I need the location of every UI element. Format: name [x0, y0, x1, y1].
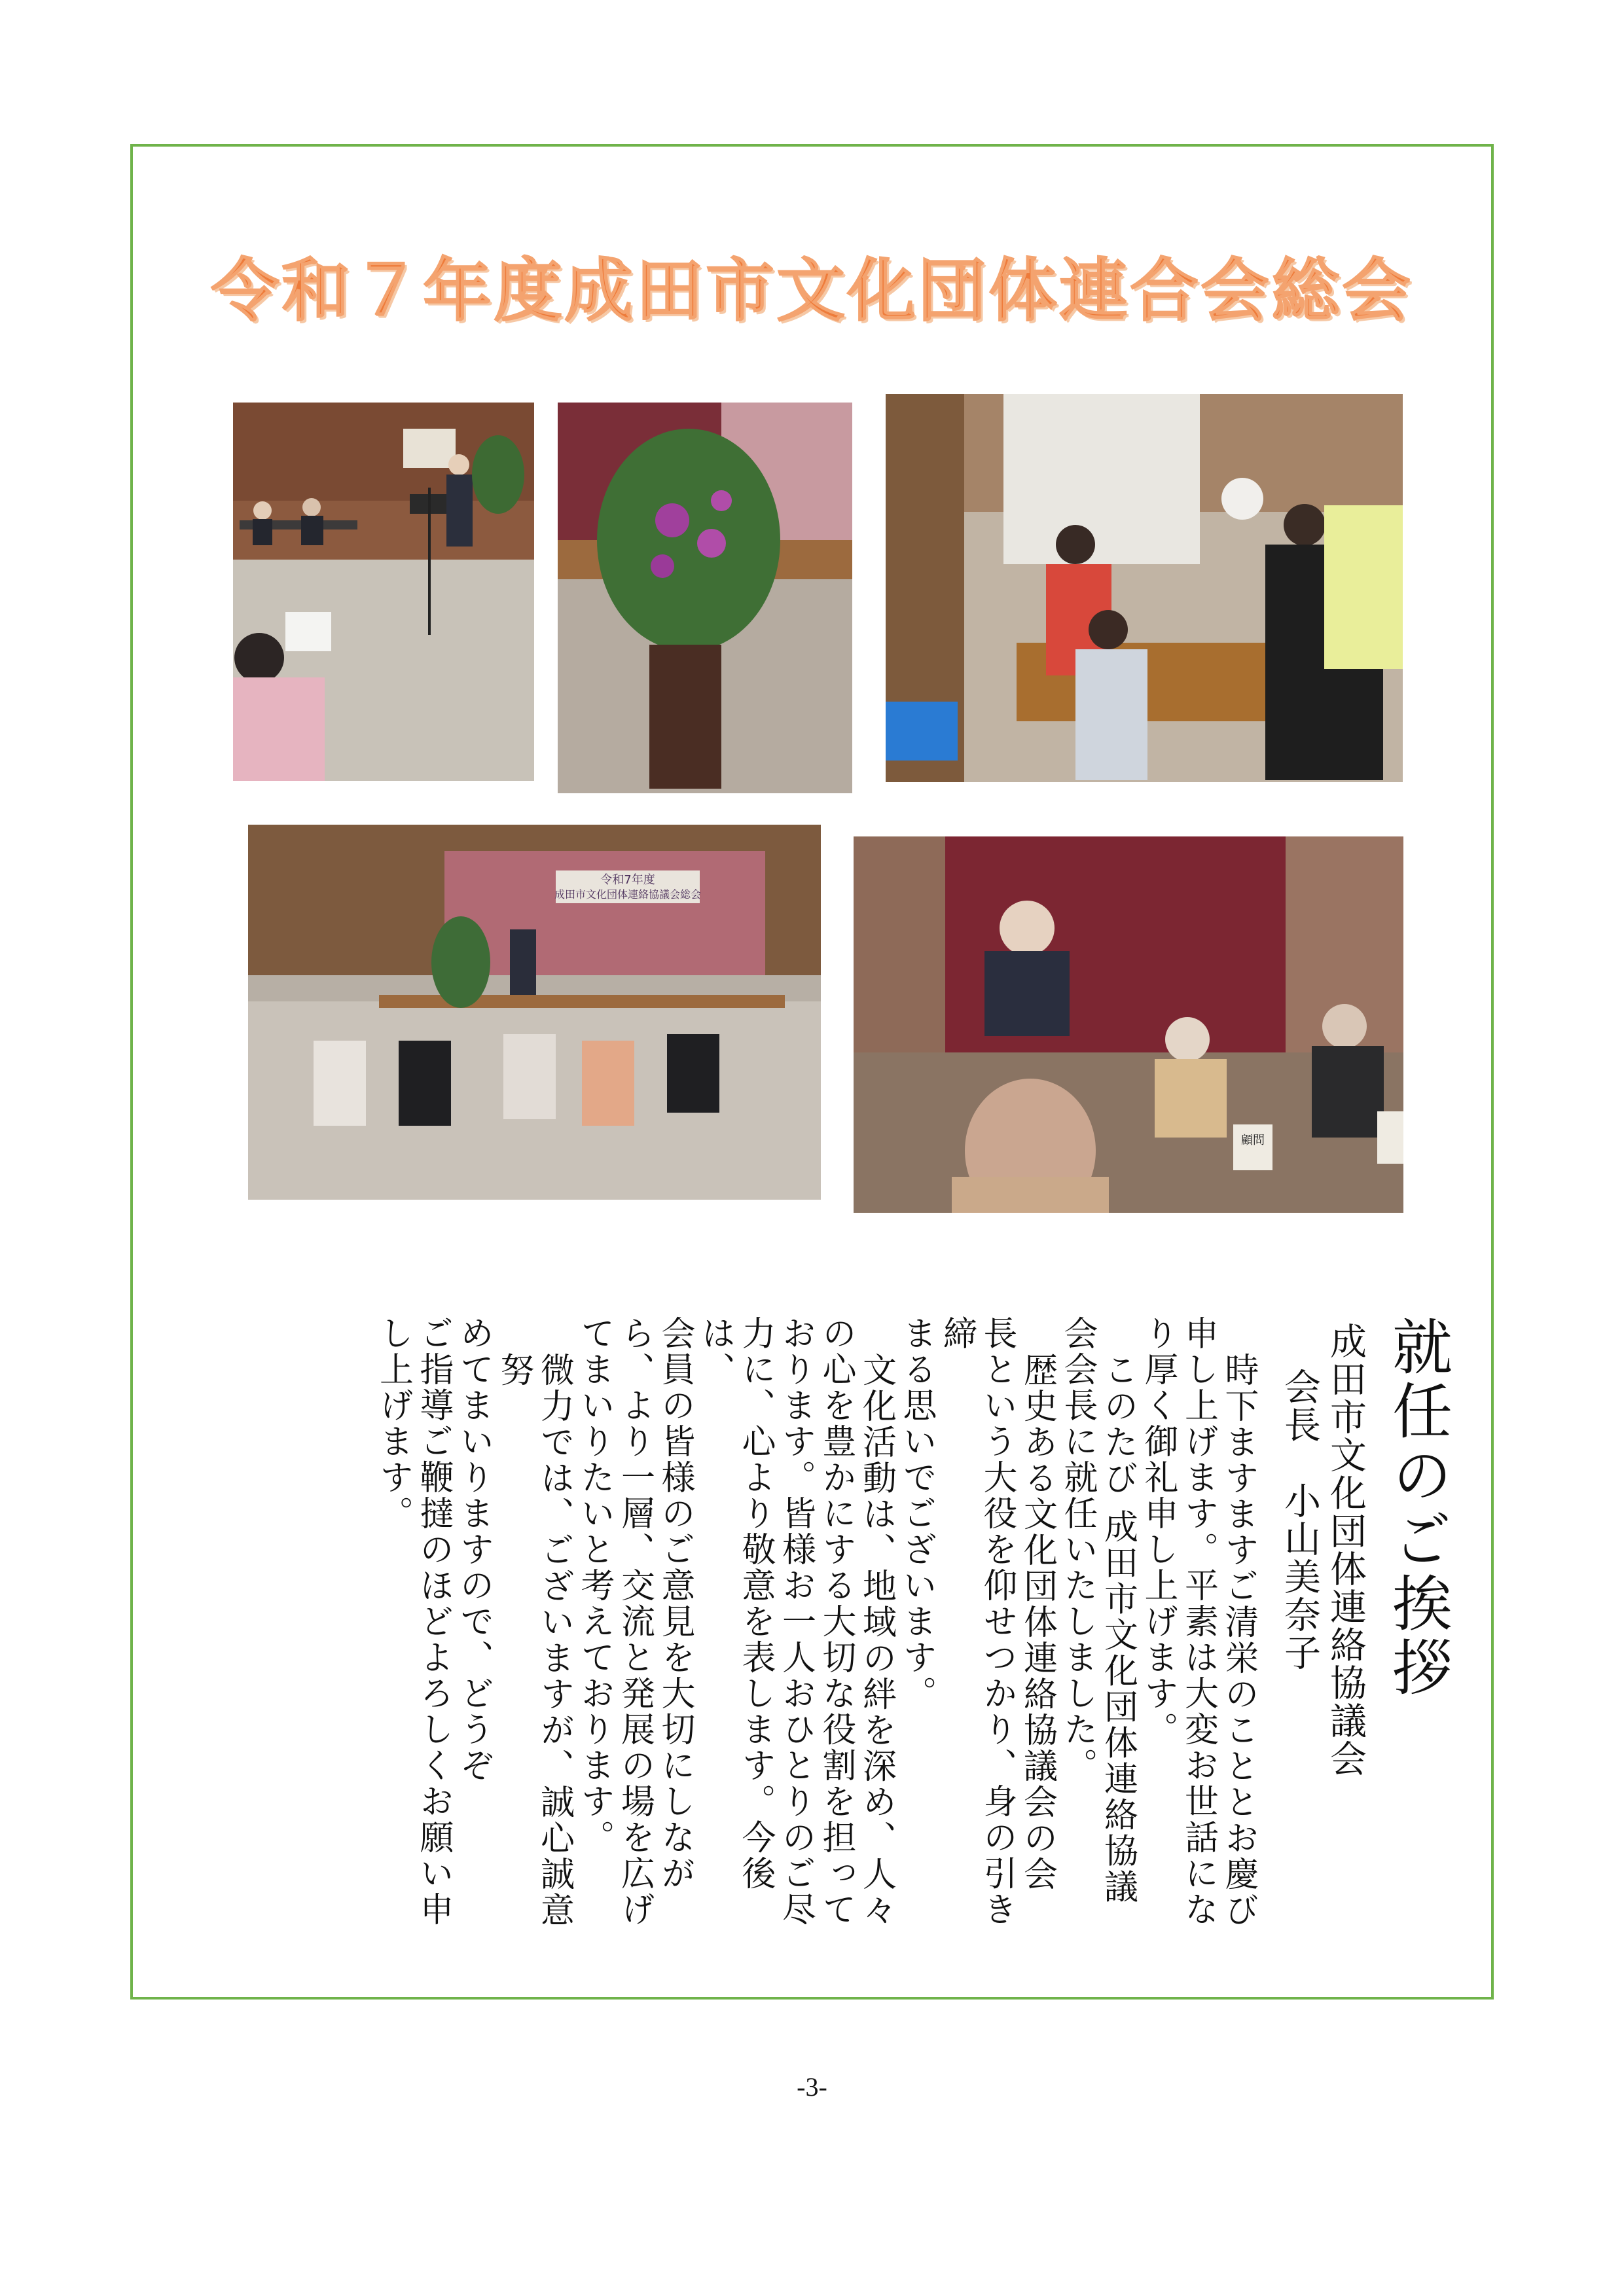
photo-podium-speaker	[233, 403, 534, 781]
page-title: 令和７年度成田市文化団体連合会総会	[211, 251, 1413, 331]
svg-text:顧問: 顧問	[1241, 1134, 1265, 1147]
greeting-line: 長という大役を仰せつかり、身の引き締	[937, 1316, 1017, 1928]
greeting-line: まる思いでございます。	[897, 1316, 936, 1712]
greeting-line: 微力では、ございますが、誠心誠意努	[494, 1352, 574, 1928]
greeting-line: このたび 成田市文化団体連絡協議	[1098, 1352, 1138, 1905]
page-number: -3-	[797, 2072, 827, 2102]
photo-meeting-hall	[248, 825, 821, 1200]
greeting-line: し上げます。	[373, 1316, 413, 1532]
greeting-line: り厚く御礼申し上げます。	[1138, 1316, 1178, 1748]
svg-text:令和7年度: 令和7年度	[600, 873, 655, 887]
greeting-line: 会会長に就任いたしました。	[1058, 1316, 1097, 1784]
greeting-president: 会長 小山美奈子	[1278, 1368, 1321, 1672]
greeting-line: 文化活動は、地域の絆を深め、人々	[856, 1352, 896, 1928]
svg-text:成田市文化団体連絡協議会総会: 成田市文化団体連絡協議会総会	[554, 888, 702, 901]
greeting-line: 歴史ある文化団体連絡協議会の会	[1017, 1352, 1057, 1892]
greeting-heading: 就任のご挨拶	[1382, 1316, 1453, 1700]
greeting-line: ご指導ご鞭撻のほどよろしくお願い申	[414, 1316, 453, 1928]
photo-reception-desk	[886, 394, 1403, 782]
greeting-organization: 成田市文化団体連絡協議会	[1324, 1322, 1367, 1778]
greeting-section	[223, 1316, 1453, 1937]
greeting-line: 時下ますますご清栄のこととお慶び	[1219, 1352, 1258, 1928]
greeting-line: 申し上げます。平素は大変お世話にな	[1178, 1316, 1218, 1928]
greeting-line: 力に、心より敬意を表します。今後は、	[695, 1316, 775, 1892]
greeting-line: ら、より一層、交流と発展の場を広げ	[615, 1316, 655, 1928]
greeting-line: 会員の皆様のご意見を大切にしなが	[655, 1316, 695, 1892]
greeting-line: てまいりたいと考えております。	[575, 1316, 614, 1856]
greeting-line: の心を豊かにする大切な役割を担って	[816, 1316, 856, 1928]
photo-flower-arrangement	[558, 403, 852, 793]
greeting-line: おります。皆様お一人おひとりのご尽	[776, 1316, 816, 1928]
greeting-line: めてまいりますので、どうぞ	[454, 1316, 494, 1784]
photo-speaker-microphone	[854, 836, 1403, 1213]
